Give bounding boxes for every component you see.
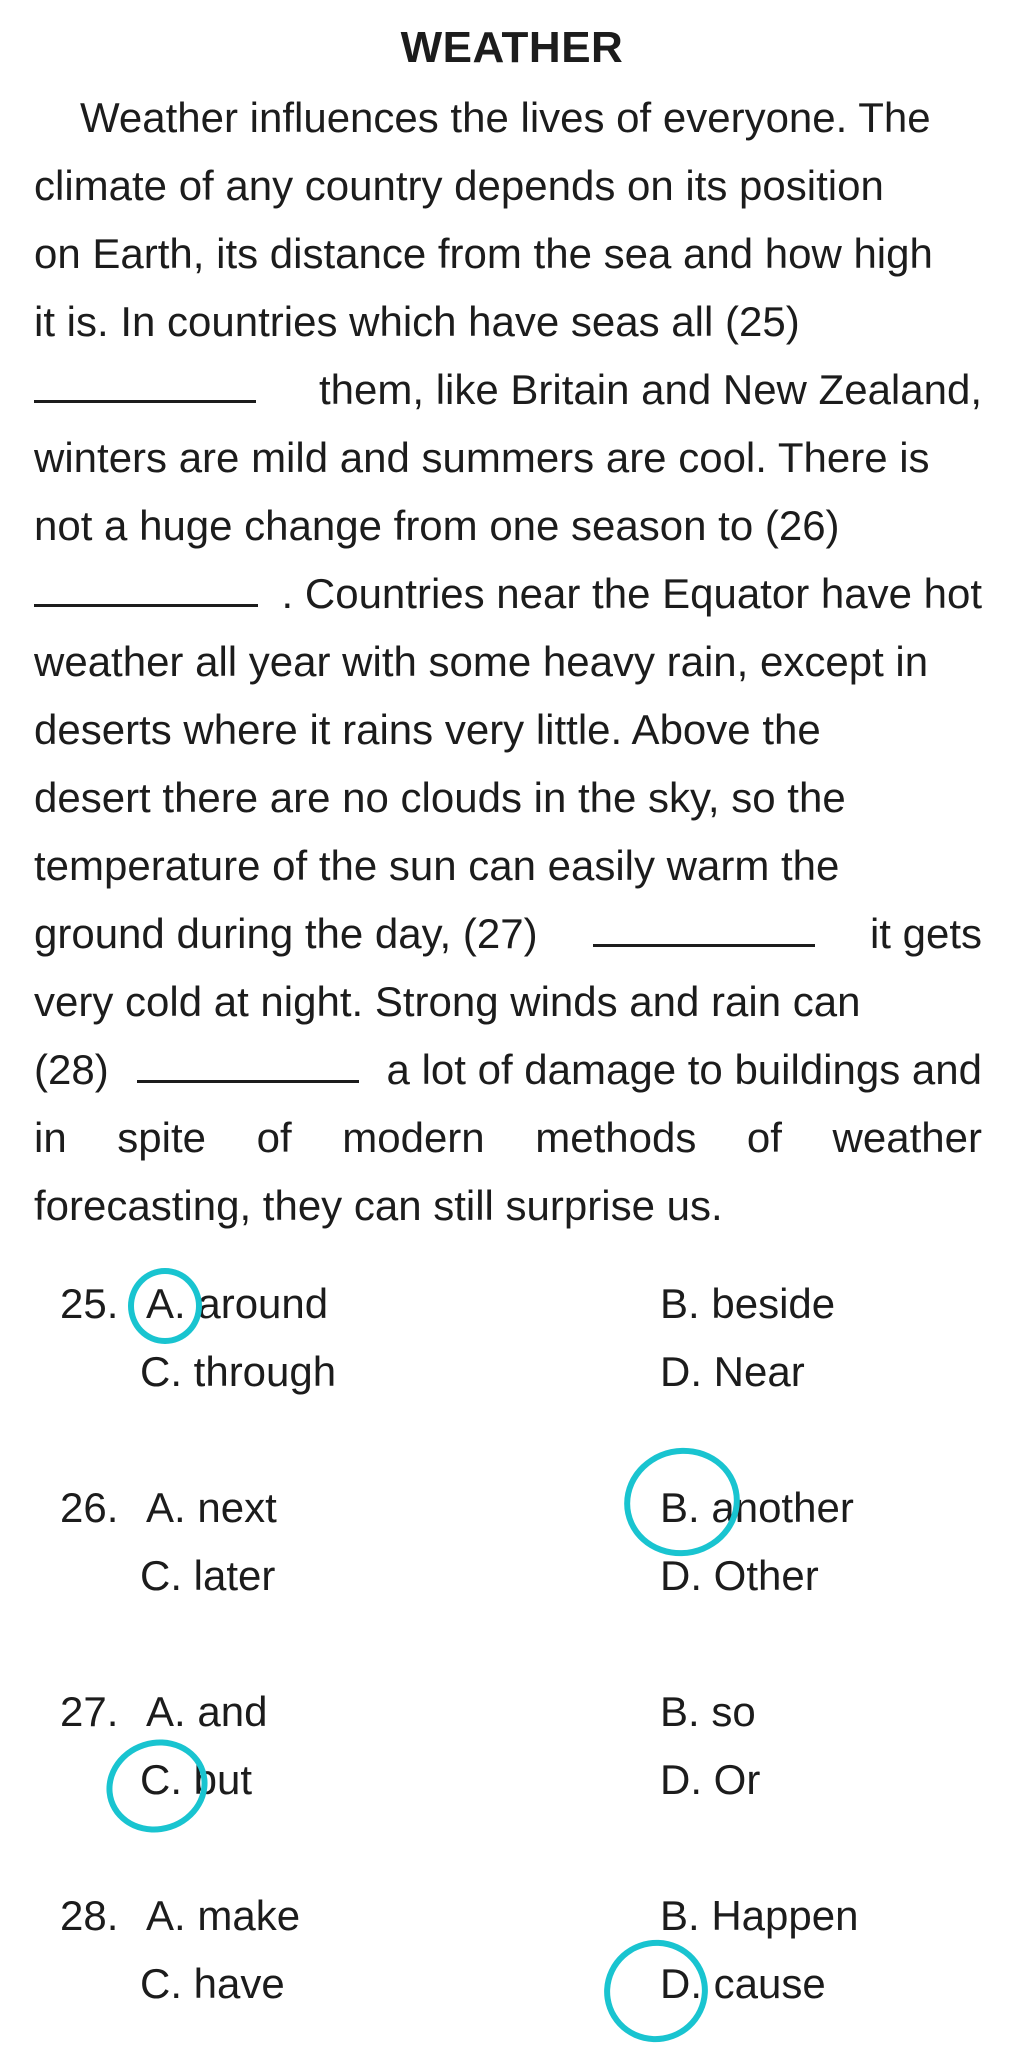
passage-text: climate of any country depends on its position xyxy=(34,162,884,209)
passage-line xyxy=(34,904,982,972)
option-d[interactable]: D. Near xyxy=(660,1348,805,1395)
passage-text: deserts where it rains very little. Above the xyxy=(34,706,821,753)
passage-text: winters are mild and summers are cool. There is xyxy=(34,434,930,481)
passage-line: in spite of modern methods of weather xyxy=(34,1114,982,1161)
passage-text: weather all year with some heavy rain, except in xyxy=(34,638,929,685)
option-a[interactable]: A. next xyxy=(146,1484,277,1531)
option-d[interactable]: D. Other xyxy=(660,1552,819,1599)
option-c[interactable]: C. have xyxy=(140,1960,285,2007)
blank-26 xyxy=(34,564,258,607)
page-title: WEATHER xyxy=(400,23,624,72)
option-c[interactable]: C. later xyxy=(140,1552,276,1599)
passage-text: on Earth, its distance from the sea and how high xyxy=(34,230,933,277)
passage-text: temperature of the sun can easily warm the xyxy=(34,842,840,889)
question-number: 25. xyxy=(60,1280,119,1327)
passage-line xyxy=(34,88,982,156)
passage-text: (28) xyxy=(34,1046,109,1093)
passage-line xyxy=(34,1040,982,1108)
passage-text: them, like Britain and New Zealand, xyxy=(319,366,982,413)
passage-text: desert there are no clouds in the sky, so the xyxy=(34,774,846,821)
passage-text: it gets xyxy=(869,910,982,957)
passage-line xyxy=(34,360,982,428)
passage-line xyxy=(34,700,982,768)
passage-text: forecasting, they can still surprise us. xyxy=(34,1182,723,1229)
option-b[interactable]: B. another xyxy=(660,1484,854,1531)
question-number: 27. xyxy=(60,1688,119,1735)
passage-line xyxy=(34,292,982,360)
passage-text: it is. In countries which have seas all (25) xyxy=(34,298,800,345)
passage-line xyxy=(34,972,982,1040)
passage-text: a lot of damage to buildings and xyxy=(386,1046,982,1093)
passage-line xyxy=(34,768,982,836)
passage-line xyxy=(34,632,982,700)
passage-text: Weather influences the lives of everyone. The xyxy=(80,94,931,141)
passage-text: ground during the day, (27) xyxy=(34,910,538,957)
option-b[interactable]: B. so xyxy=(660,1688,756,1735)
passage-line xyxy=(34,156,982,224)
option-a[interactable]: A. make xyxy=(146,1892,301,1939)
option-c[interactable]: C. but xyxy=(140,1756,253,1803)
blank-27 xyxy=(593,904,815,947)
passage-line xyxy=(34,496,982,564)
passage-line xyxy=(34,1176,982,1244)
passage-line xyxy=(34,428,982,496)
option-c[interactable]: C. through xyxy=(140,1348,337,1395)
option-a[interactable]: A. around xyxy=(146,1280,329,1327)
option-b[interactable]: B. beside xyxy=(660,1280,836,1327)
passage-text: not a huge change from one season to (26) xyxy=(34,502,840,549)
blank-28 xyxy=(137,1040,359,1083)
blank-25 xyxy=(34,360,256,403)
question-number: 26. xyxy=(60,1484,119,1531)
option-d[interactable]: D. Or xyxy=(660,1756,761,1803)
question-number: 28. xyxy=(60,1892,119,1939)
passage-line xyxy=(34,836,982,904)
passage-text: very cold at night. Strong winds and rain can xyxy=(34,978,861,1025)
option-a[interactable]: A. and xyxy=(146,1688,268,1735)
passage-line xyxy=(34,224,982,292)
passage-text: . Countries near the Equator have hot xyxy=(281,570,982,617)
passage xyxy=(34,88,982,1244)
passage-line xyxy=(34,564,982,632)
option-b[interactable]: B. Happen xyxy=(660,1892,859,1939)
option-d[interactable]: D. cause xyxy=(660,1960,826,2007)
